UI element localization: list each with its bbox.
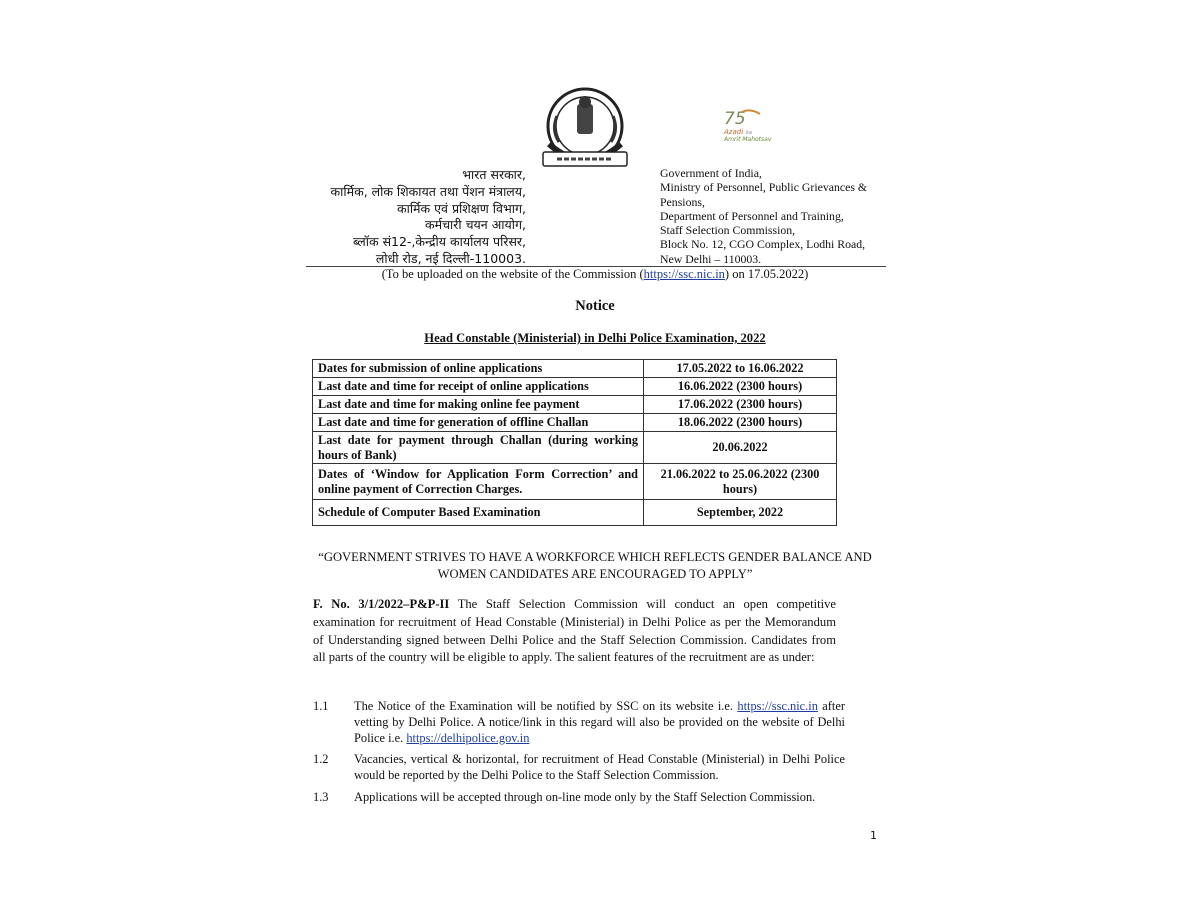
- item-number: 1.1: [313, 699, 329, 713]
- table-row: [313, 464, 837, 500]
- row-label: Last date and time for making online fee payment: [313, 396, 644, 414]
- item-text-part: after vetting by Delhi Police. A notice/link in this regard will also be provided on the website of Delhi Police i.e.: [354, 699, 845, 745]
- file-number: F. No. 3/1/2022–P&P-II: [313, 597, 450, 611]
- row-label: Last date and time for receipt of online applications: [313, 378, 644, 396]
- item-text: Vacancies, vertical & horizontal, for recruitment of Head Constable (Ministerial) in Delhi Police would be reported by the Delhi Police to the Staff Selection Commission.: [354, 752, 845, 782]
- svg-text:75: 75: [724, 109, 746, 129]
- gender-balance-slogan: “GOVERNMENT STRIVES TO HAVE A WORKFORCE WHICH REFLECTS GENDER BALANCE AND WOMEN CANDIDATES ARE ENCOURAGED TO APPLY”: [318, 550, 872, 581]
- hindi-line: भारत सरकार,: [462, 167, 526, 182]
- important-dates-table: [312, 359, 837, 526]
- row-value: 17.06.2022 (2300 hours): [644, 396, 837, 414]
- row-value: 21.06.2022 to 25.06.2022 (2300 hours): [644, 464, 837, 500]
- row-label: Dates for submission of online applications: [313, 360, 644, 378]
- item-text: Applications will be accepted through on-line mode only by the Staff Selection Commission.: [354, 790, 816, 804]
- hindi-line: ब्लॉक सं12-,केन्द्रीय कार्यालय परिसर,: [352, 234, 526, 250]
- delhi-police-website-link[interactable]: https://delhipolice.gov.in: [406, 730, 530, 745]
- english-line: Block No. 12, CGO Complex, Lodhi Road,: [660, 237, 866, 252]
- hindi-line: लोधी रोड, नई दिल्ली-110003.: [375, 250, 526, 266]
- table-row: [313, 500, 837, 526]
- ssc-emblem-logo: [527, 86, 643, 170]
- row-value: September, 2022: [644, 500, 837, 526]
- item-number: 1.3: [313, 790, 329, 804]
- hindi-line: कार्मिक एवं प्रशिक्षण विभाग,: [396, 200, 526, 216]
- hindi-line: कर्मचारी चयन आयोग,: [425, 217, 526, 233]
- svg-text:ka: ka: [746, 130, 752, 136]
- item-text: [354, 699, 845, 746]
- intro-text: The Staff Selection Commission will conduct an open competitive examination for recruitment of Head Constable (Ministerial) in Delhi Police as per the Memorandum of Understanding signed between Delhi Police and the Staff Selection Commission. Candidates from all parts of the country will be eligible to apply. The salient features of the recruitment are as under:: [313, 597, 836, 665]
- english-line: Staff Selection Commission,: [660, 223, 796, 238]
- ssc-website-link[interactable]: https://ssc.nic.in: [643, 267, 725, 281]
- row-value: 16.06.2022 (2300 hours): [644, 378, 837, 396]
- table-row: [313, 360, 837, 378]
- svg-text:Amrit Mahotsav: Amrit Mahotsav: [724, 136, 772, 143]
- svg-text:Azadi: Azadi: [724, 128, 744, 136]
- table-row: [313, 414, 837, 432]
- upload-note-suffix: ) on 17.05.2022): [724, 267, 809, 281]
- english-line: Department of Personnel and Training,: [660, 208, 844, 223]
- row-value: 17.05.2022 to 16.06.2022: [644, 360, 837, 378]
- row-value: 20.06.2022: [644, 432, 837, 464]
- upload-note-prefix: (To be uploaded on the website of the Commission (: [381, 267, 644, 281]
- english-address-block: [660, 166, 890, 266]
- hindi-line: कार्मिक, लोक शिकायत तथा पेंशन मंत्रालय,: [330, 183, 526, 199]
- row-label: Schedule of Computer Based Examination: [313, 500, 644, 526]
- row-label: Last date and time for generation of offline Challan: [313, 414, 644, 432]
- item-text-part: The Notice of the Examination will be notified by SSC on its website i.e.: [354, 699, 738, 713]
- item-number: 1.2: [313, 752, 329, 766]
- table-row: [313, 378, 837, 396]
- english-line: Government of India,: [660, 166, 762, 180]
- table-row: [313, 432, 837, 464]
- intro-paragraph: [313, 596, 836, 667]
- table-row: [313, 396, 837, 414]
- english-line: Ministry of Personnel, Public Grievances &: [660, 180, 868, 195]
- english-line: Pensions,: [660, 194, 705, 209]
- notice-title: Notice: [575, 298, 615, 314]
- row-label: Last date for payment through Challan (during working hours of Bank): [313, 432, 644, 464]
- upload-note: [300, 267, 890, 282]
- exam-title: Head Constable (Ministerial) in Delhi Police Examination, 2022: [424, 331, 766, 345]
- ssc-website-link[interactable]: https://ssc.nic.in: [737, 699, 818, 713]
- row-value: 18.06.2022 (2300 hours): [644, 414, 837, 432]
- azadi-ka-amrit-mahotsav-logo: [720, 106, 816, 144]
- row-label: Dates of ‘Window for Application Form Correction’ and online payment of Correction Charges.: [313, 464, 644, 500]
- page-number: 1: [870, 829, 877, 842]
- english-line: New Delhi – 110003.: [660, 251, 762, 266]
- hindi-address-block: [300, 167, 526, 268]
